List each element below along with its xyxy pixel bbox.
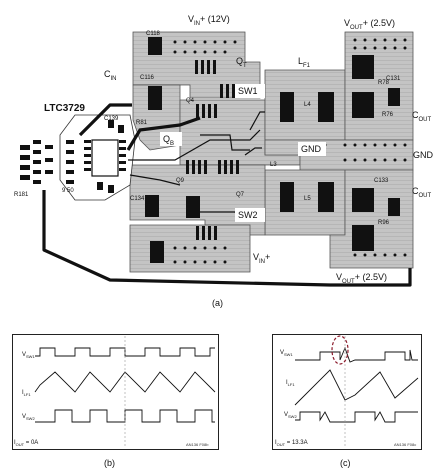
gnd1-label: GND (301, 144, 321, 154)
caption-b: (b) (104, 458, 115, 468)
caption-a: (a) (212, 298, 223, 308)
cout1-label: $C_{OUT}$ (412, 110, 432, 123)
ref-r181: R181 (14, 192, 29, 198)
scope-b-ilf1-label: $I_{LF1}$ (22, 390, 31, 398)
ref-q9: Q9 (176, 178, 185, 184)
scope-b-vsw2-label: $V_{SW2}$ (22, 414, 35, 422)
scope-b-vsw1-label: $V_{SW1}$ (22, 352, 35, 360)
ref-q4: Q4 (186, 98, 195, 104)
ref-r76: R76 (382, 112, 394, 118)
ref-c118: C118 (146, 31, 160, 37)
ref-l3: L3 (270, 162, 277, 168)
ref-c9-50: 9 50 (62, 188, 74, 194)
scope-c-frame (272, 334, 422, 450)
ltc3729-label: LTC3729 (44, 103, 85, 114)
scope-c-ilf1-label: $I_{LF1}$ (286, 380, 295, 388)
vout-top-label: $V_{OUT}+ (2.5V)$ (344, 18, 395, 31)
vin-bottom-label: $V_{IN}+$ (253, 252, 271, 265)
cout2-label: $C_{OUT}$ (412, 186, 432, 199)
gnd2-label: GND (413, 150, 433, 160)
ref-l5: L5 (304, 196, 311, 202)
ref-r78: R78 (378, 80, 390, 86)
scope-c-figcode: AN136 F08c (394, 442, 417, 447)
vin-top-label: $V_{IN}+ (12V)$ (188, 14, 230, 27)
sw1-label: SW1 (238, 86, 258, 96)
scope-b-figcode: AN136 F08b (186, 442, 209, 447)
sw2-label: SW2 (238, 210, 258, 220)
ref-r81: R81 (136, 120, 148, 126)
qb-label: $Q_B$ (163, 134, 175, 147)
ref-q7: Q7 (236, 192, 245, 198)
ref-r96: R96 (378, 220, 390, 226)
ref-c116: C116 (140, 75, 154, 81)
ltc3729-footprint (20, 115, 135, 200)
ref-c134: C134 (130, 196, 145, 202)
scope-c-vsw1-label: $V_{SW1}$ (280, 350, 293, 358)
scope-c-vsw2-label: $V_{SW2}$ (284, 412, 297, 420)
vout-bottom-label: $V_{OUT}+ (2.5V)$ (336, 272, 387, 285)
scope-b-iout-label: $I_{OUT} = 0A$ (14, 440, 39, 448)
scope-b-frame (12, 334, 219, 450)
ref-c139: C139 (104, 116, 119, 122)
ref-l4: L4 (304, 102, 311, 108)
qt-label: $Q_T$ (236, 56, 247, 69)
ref-c133: C133 (374, 178, 389, 184)
ref-c131: C131 (386, 76, 401, 82)
scope-c-iout-label: $I_{OUT} = 13.3A$ (275, 440, 308, 448)
lf1-label: $L_{F1}$ (298, 56, 311, 69)
caption-c: (c) (340, 458, 351, 468)
cin-label: $C_{IN}$ (104, 69, 117, 82)
